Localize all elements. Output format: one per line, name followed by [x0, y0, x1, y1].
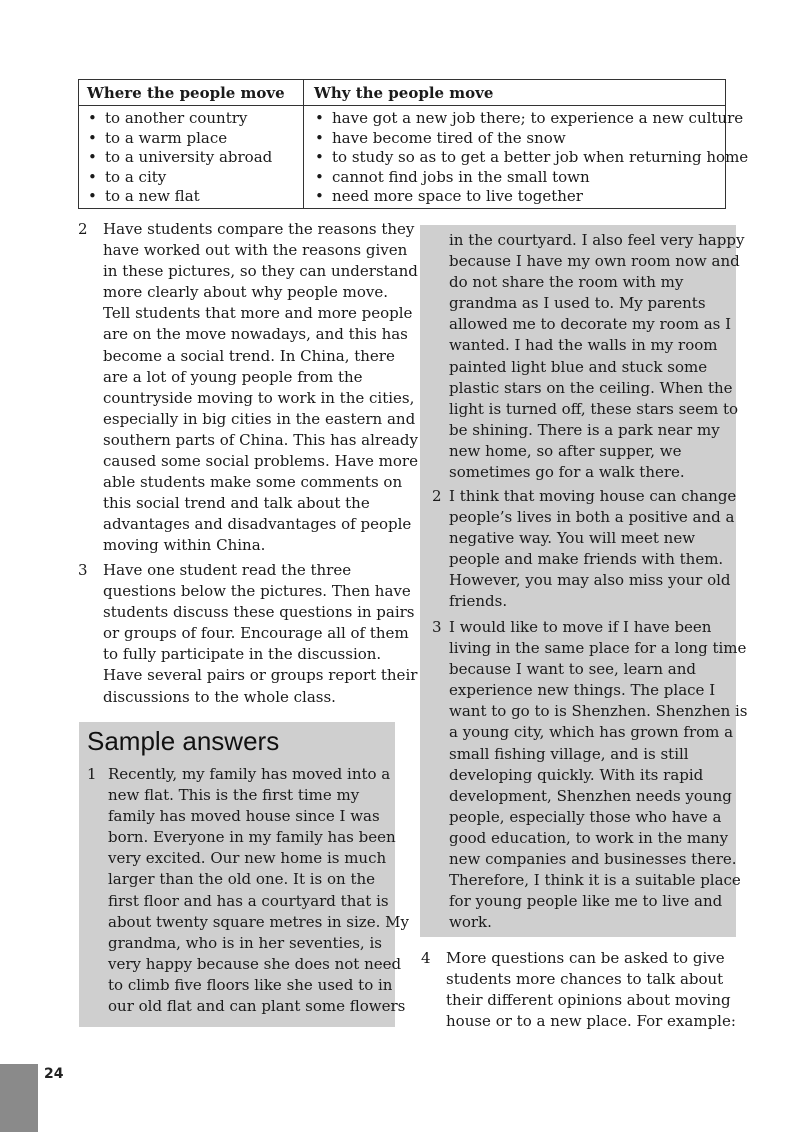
text-line: people’s lives in both a positive and a — [449, 508, 735, 527]
item-number: 2 — [78, 220, 88, 238]
answer-text — [108, 764, 409, 1017]
text-line: especially in big cities in the eastern and — [103, 409, 416, 428]
text-line: or groups of four. Encourage all of them — [103, 624, 409, 643]
text-line: their different opinions about moving — [446, 991, 731, 1010]
text-line: advantages and disadvantages of people — [103, 515, 412, 534]
text-line: a young city, which has grown from a — [449, 723, 734, 742]
why-list — [315, 109, 748, 207]
text-line: new flat. This is the first time my — [108, 786, 360, 805]
text-line: I would like to move if I have been — [449, 618, 712, 636]
text-line: for young people like me to live and — [449, 892, 723, 911]
text-line: I think that moving house can change — [449, 487, 737, 505]
where-item: • to a new flat — [88, 187, 272, 207]
answer-text — [449, 486, 736, 613]
answer-number: 3 — [432, 618, 442, 636]
text-line: However, you may also miss your old — [449, 571, 731, 590]
text-line: living in the same place for a long time — [449, 639, 747, 658]
text-line: Tell students that more and more people — [103, 304, 413, 323]
text-line: small fishing village, and is still — [449, 744, 689, 763]
text-line: new companies and businesses there. — [449, 850, 737, 869]
text-line: this social trend and talk about the — [103, 494, 370, 513]
table-column-divider — [303, 80, 304, 208]
text-line: larger than the old one. It is on the — [108, 870, 376, 889]
text-line: new home, so after supper, we — [449, 441, 682, 460]
text-line: developing quickly. With its rapid — [449, 765, 704, 784]
page-edge-tab — [0, 1064, 38, 1132]
item-text — [446, 948, 736, 1032]
where-item: • to a warm place — [88, 129, 272, 149]
text-line: More questions can be asked to give — [446, 949, 725, 967]
answer-number: 1 — [87, 765, 97, 783]
text-line: people, especially those who have a — [449, 807, 722, 826]
text-line: to fully participate in the discussion. — [103, 645, 382, 664]
item-text — [103, 219, 418, 557]
text-line: Have students compare the reasons they — [103, 220, 415, 238]
text-line: grandma as I used to. My parents — [449, 294, 706, 313]
where-list — [88, 109, 272, 207]
text-line: Have several pairs or groups report their — [103, 666, 418, 685]
where-item: • to another country — [88, 109, 272, 129]
text-line: in the courtyard. I also feel very happy — [449, 231, 745, 249]
item-number: 3 — [78, 561, 88, 579]
text-line: because I have my own room now and — [449, 252, 740, 271]
text-line: about twenty square metres in size. My — [108, 912, 409, 931]
text-line: born. Everyone in my family has been — [108, 828, 396, 847]
why-item: • cannot find jobs in the small town — [315, 168, 748, 188]
text-line: more clearly about why people move. — [103, 283, 388, 302]
text-line: people and make friends with them. — [449, 550, 724, 569]
text-line: work. — [449, 913, 492, 932]
text-line: discussions to the whole class. — [103, 687, 336, 706]
text-line: countryside moving to work in the cities, — [103, 388, 415, 407]
text-line: wanted. I had the walls in my room — [449, 336, 718, 355]
text-line: light is turned off, these stars seem to — [449, 399, 739, 418]
text-line: painted light blue and stuck some — [449, 357, 708, 376]
text-line: development, Shenzhen needs young — [449, 786, 732, 805]
text-line: able students make some comments on — [103, 473, 403, 492]
why-item: • to study so as to get a better job when returning home — [315, 148, 748, 168]
item-number: 4 — [421, 949, 431, 967]
answer-number: 2 — [432, 487, 442, 505]
text-line: questions below the pictures. Then have — [103, 582, 411, 601]
answer-text — [449, 230, 744, 483]
text-line: allowed me to decorate my room as I — [449, 315, 732, 334]
text-line: have worked out with the reasons given — [103, 241, 408, 260]
text-line: family has moved house since I was — [108, 807, 380, 826]
text-line: first floor and has a courtyard that is — [108, 891, 389, 910]
page-number: 24 — [44, 1066, 64, 1082]
text-line: Recently, my family has moved into a — [108, 765, 391, 783]
why-item: • have become tired of the snow — [315, 129, 748, 149]
text-line: become a social trend. In China, there — [103, 346, 395, 365]
text-line: are a lot of young people from the — [103, 367, 363, 386]
text-line: southern parts of China. This has already — [103, 430, 418, 449]
text-line: students discuss these questions in pairs — [103, 603, 415, 622]
text-line: moving within China. — [103, 536, 266, 555]
text-line: do not share the room with my — [449, 273, 684, 292]
reasons-table — [78, 79, 749, 209]
text-line: because I want to see, learn and — [449, 660, 696, 679]
text-line: negative way. You will meet new — [449, 529, 696, 548]
text-line: plastic stars on the ceiling. When the — [449, 378, 733, 397]
where-item: • to a university abroad — [88, 148, 272, 168]
text-line: friends. — [449, 592, 508, 611]
text-line: sometimes go for a walk there. — [449, 463, 685, 482]
text-line: caused some social problems. Have more — [103, 452, 418, 471]
text-line: house or to a new place. For example: — [446, 1012, 736, 1031]
sample-answers-heading: Sample answers — [87, 726, 280, 756]
text-line: very excited. Our new home is much — [108, 849, 387, 868]
text-line: grandma, who is in her seventies, is — [108, 933, 382, 952]
table-header-why: Why the people move — [314, 84, 494, 102]
item-text — [103, 560, 417, 708]
text-line: are on the move nowadays, and this has — [103, 325, 408, 344]
text-line: very happy because she does not need — [108, 954, 402, 973]
text-line: Therefore, I think it is a suitable place — [449, 871, 741, 890]
where-item: • to a city — [88, 168, 272, 188]
text-line: students more chances to talk about — [446, 970, 724, 989]
text-line: Have one student read the three — [103, 561, 352, 579]
why-item: • need more space to live together — [315, 187, 748, 207]
text-line: want to go to is Shenzhen. Shenzhen is — [449, 702, 748, 721]
table-header-where: Where the people move — [87, 84, 285, 102]
answer-text — [449, 617, 748, 933]
text-line: good education, to work in the many — [449, 828, 729, 847]
text-line: in these pictures, so they can understand — [103, 262, 418, 281]
why-item: • have got a new job there; to experience a new culture — [315, 109, 748, 129]
text-line: to climb five floors like she used to in — [108, 975, 393, 994]
text-line: our old flat and can plant some flowers — [108, 997, 406, 1016]
text-line: be shining. There is a park near my — [449, 420, 720, 439]
text-line: experience new things. The place I — [449, 681, 716, 700]
